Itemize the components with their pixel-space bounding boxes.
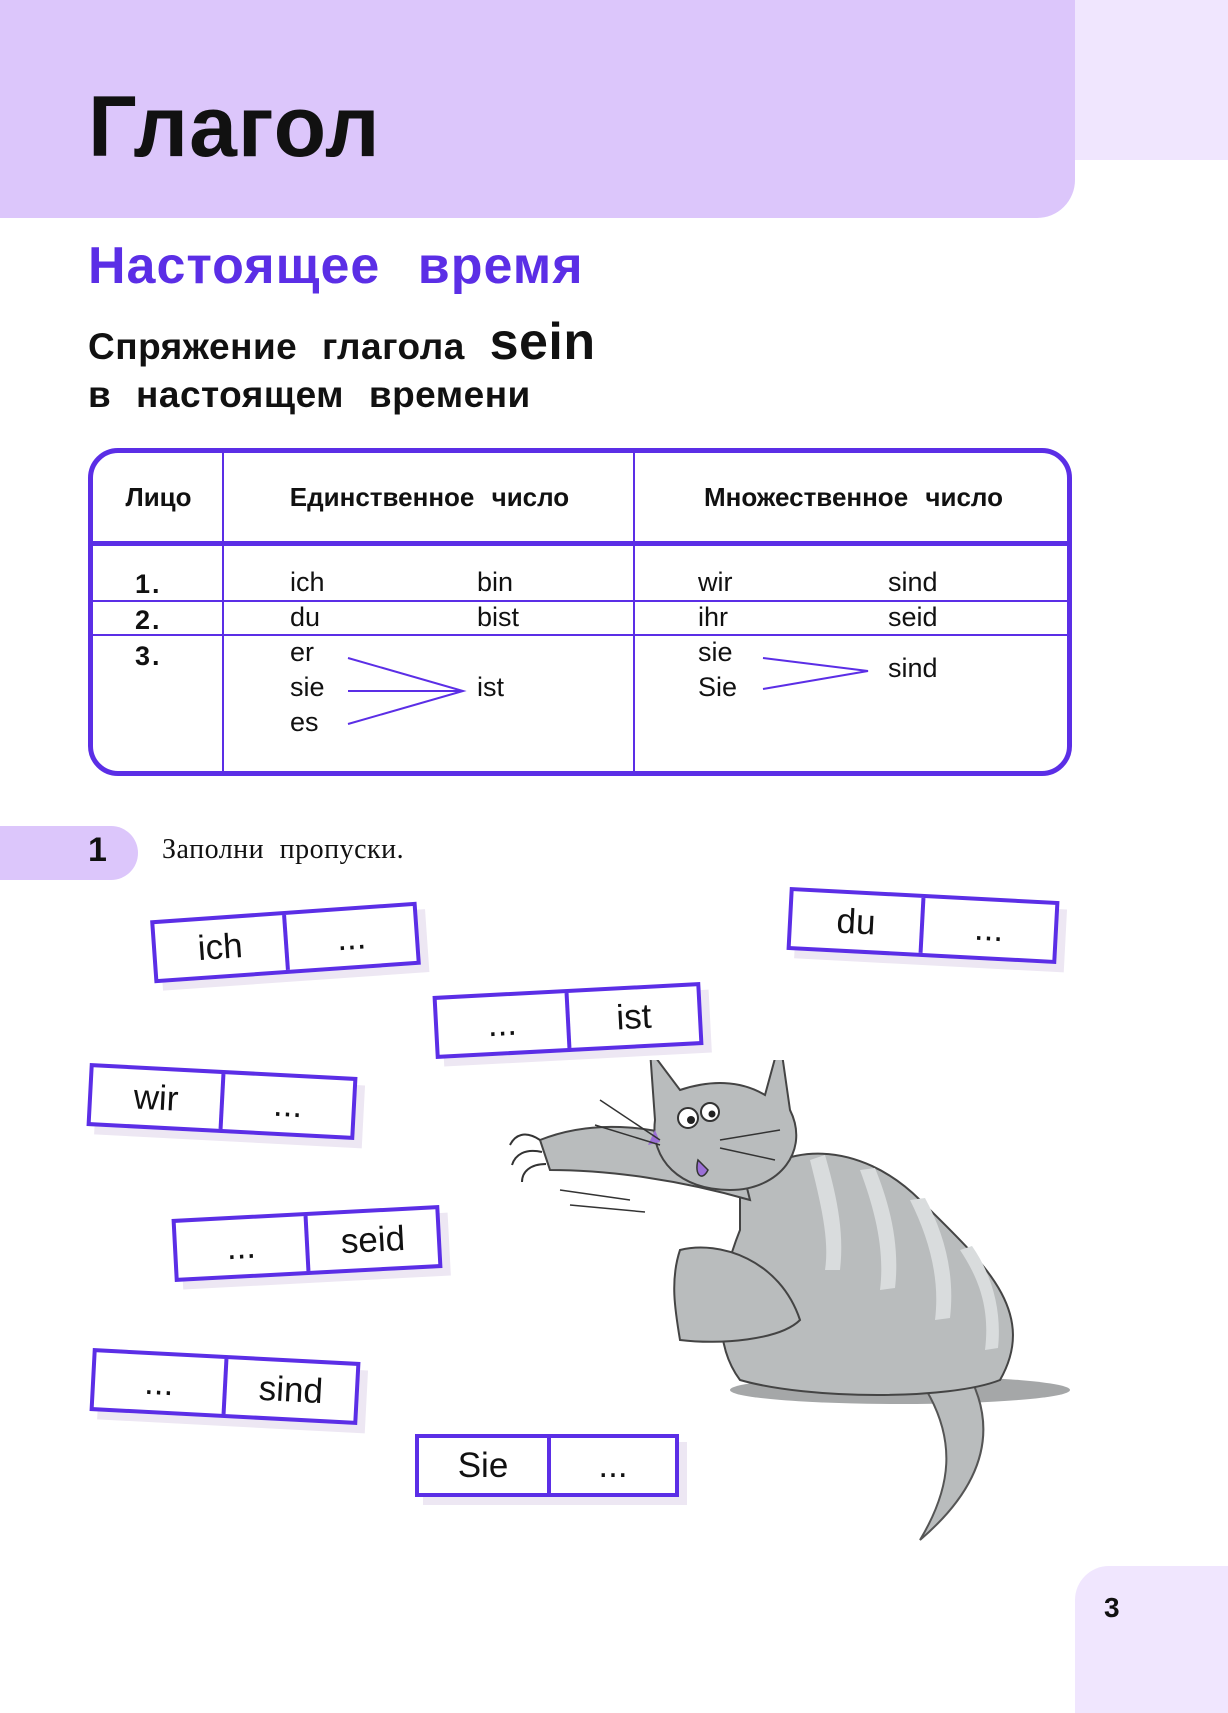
pl-pronoun: Sie bbox=[698, 672, 738, 702]
sg-verb: bist bbox=[477, 602, 520, 632]
page-number: 3 bbox=[1104, 1592, 1120, 1623]
col-header-plural: Множественное число bbox=[704, 481, 1003, 512]
page-number-tab bbox=[1075, 1566, 1228, 1713]
pl-pronoun: wir bbox=[698, 567, 733, 597]
card-right[interactable]: ... bbox=[272, 1084, 304, 1125]
heading-line-1 bbox=[88, 313, 596, 371]
heading-line-2: в настоящем времени bbox=[88, 374, 531, 415]
word-card bbox=[787, 887, 1060, 964]
word-card bbox=[87, 1063, 358, 1140]
header-side-band bbox=[1075, 0, 1228, 160]
word-card bbox=[433, 982, 704, 1059]
plural-arrow bbox=[763, 658, 868, 689]
sg-pronoun: ich bbox=[290, 567, 325, 597]
heading-verb: sein bbox=[489, 313, 596, 371]
pl-pronoun: ihr bbox=[698, 602, 729, 632]
card-left[interactable]: du bbox=[835, 901, 877, 942]
card-right[interactable]: seid bbox=[339, 1218, 406, 1261]
heading-text: Спряжение глагола bbox=[88, 326, 465, 367]
card-right[interactable]: ... bbox=[598, 1445, 628, 1485]
sg-pronoun: es bbox=[290, 707, 319, 737]
card-left[interactable]: ... bbox=[486, 1003, 518, 1044]
task-tab bbox=[0, 826, 138, 880]
section-subtitle: Настоящее время bbox=[88, 237, 584, 295]
word-card bbox=[150, 902, 421, 983]
person-number: 3. bbox=[135, 641, 162, 671]
section-heading bbox=[88, 313, 596, 419]
person-number: 1. bbox=[135, 569, 162, 599]
pl-verb: sind bbox=[888, 653, 938, 683]
cat-pupil bbox=[709, 1111, 716, 1118]
page-title: Глагол bbox=[88, 79, 381, 175]
person-number: 2. bbox=[135, 605, 162, 635]
pl-verb: sind bbox=[888, 567, 938, 597]
sg-pronoun: sie bbox=[290, 672, 325, 702]
cat-illustration bbox=[480, 1060, 1080, 1560]
cat-head bbox=[650, 1060, 796, 1190]
sg-verb: bin bbox=[477, 567, 514, 597]
card-left[interactable]: ich bbox=[196, 925, 244, 968]
cat-pupil bbox=[687, 1116, 695, 1124]
col-header-singular: Единственное число bbox=[289, 481, 570, 512]
card-left[interactable]: ... bbox=[143, 1362, 175, 1403]
pl-verb: seid bbox=[888, 602, 938, 632]
conjugation-table bbox=[88, 448, 1072, 776]
card-left[interactable]: ... bbox=[225, 1226, 257, 1267]
card-left[interactable]: wir bbox=[132, 1076, 180, 1119]
word-card bbox=[90, 1348, 361, 1425]
card-right[interactable]: ... bbox=[973, 908, 1005, 949]
card-right[interactable]: ... bbox=[335, 916, 368, 958]
pl-pronoun: sie bbox=[698, 637, 733, 667]
word-card bbox=[172, 1205, 443, 1282]
card-left[interactable]: Sie bbox=[457, 1445, 509, 1485]
cat-motion-lines bbox=[560, 1190, 645, 1212]
card-right[interactable]: ist bbox=[615, 996, 653, 1037]
task-instruction: Заполни пропуски. bbox=[162, 834, 405, 865]
task-number: 1 bbox=[88, 831, 107, 869]
sg-pronoun: er bbox=[290, 637, 315, 667]
card-right[interactable]: sind bbox=[257, 1368, 325, 1411]
col-header-person: Лицо bbox=[125, 481, 192, 512]
sg-verb: ist bbox=[477, 672, 504, 702]
bracket-arrows bbox=[93, 453, 1072, 776]
sg-pronoun: du bbox=[290, 602, 321, 632]
